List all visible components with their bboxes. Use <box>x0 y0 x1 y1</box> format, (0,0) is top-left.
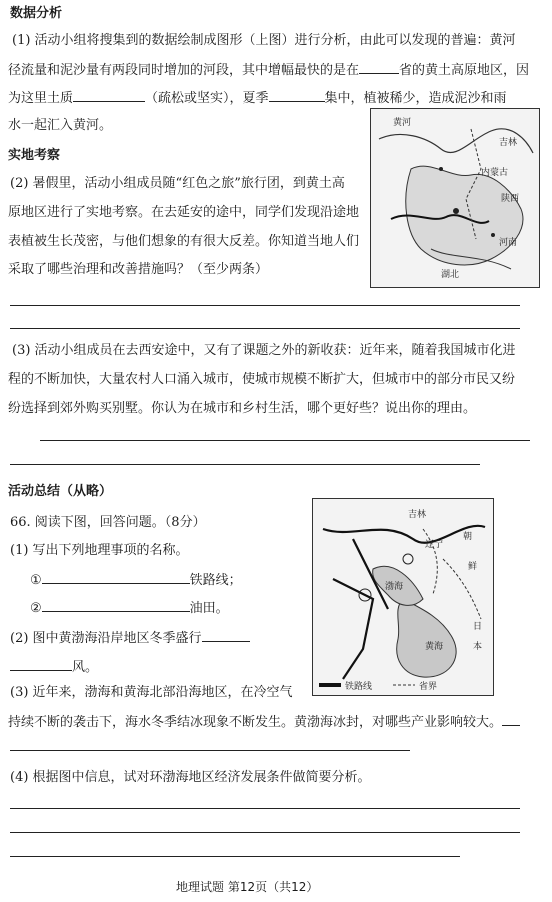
q2-line3: 表植被生长茂密，与他们想象的有很大反差。你知道当地人们 <box>8 234 360 249</box>
blank-oilfield[interactable] <box>42 598 190 612</box>
answer-line-q66-4-b[interactable] <box>10 832 520 833</box>
map2-label-jilin: 吉林 <box>408 510 427 520</box>
map1-label-henan: 河南 <box>499 238 518 248</box>
q66-p2b <box>10 657 98 676</box>
blank-province[interactable] <box>359 60 399 74</box>
q3-line3: 纷选择到郊外购买别墅。你认为在城市和乡村生活，哪个更好些？说出你的理由。 <box>8 401 477 416</box>
q66-p3b-text: 持续不断的袭击下，海水冬季结冰现象不断发生。黄渤海冰封，对哪些产业影响较大。 <box>8 715 503 730</box>
q66-item1-mark: ① <box>30 573 42 588</box>
answer-line-q3-a[interactable] <box>40 440 530 441</box>
q3-line1: (3) 活动小组成员在去西安途中，又有了课题之外的新收获：近年来，随着我国城市化进 <box>12 343 516 358</box>
q1-line3-text-b: （疏松或坚实），夏季 <box>145 91 269 106</box>
section-heading-field: 实地考察 <box>8 148 61 163</box>
q66-p1: (1) 写出下列地理事项的名称。 <box>10 543 189 558</box>
map1-label-inner-mongolia: 内蒙古 <box>481 168 509 178</box>
map2-legend-border: 省界 <box>419 682 438 692</box>
q66-p3b <box>8 712 520 731</box>
q1-line3 <box>8 88 507 107</box>
q1-line2-text-a: 径流量和泥沙量有两段同时增加的河段，其中增幅最快的是在 <box>8 63 360 78</box>
q66-p3a: (3) 近年来，渤海和黄海北部沿海地区，在冷空气 <box>10 685 293 700</box>
answer-line-q3-b[interactable] <box>10 464 480 465</box>
map1-label-jilin: 吉林 <box>499 138 518 148</box>
map2-label-bohai: 渤海 <box>385 582 404 592</box>
q66-p2a-text: (2) 图中黄渤海沿岸地区冬季盛行 <box>10 631 202 646</box>
blank-industry-a[interactable] <box>502 712 520 726</box>
map2-label-liaoning: 辽宁 <box>425 540 444 550</box>
q66-item2-suffix: 油田。 <box>189 601 229 616</box>
map-bohai-rim <box>312 498 494 696</box>
answer-line-q66-4-a[interactable] <box>10 808 520 809</box>
q66-p2b-text: 风。 <box>72 660 99 675</box>
blank-railway[interactable] <box>42 570 190 584</box>
map2-label-chao: 朝 <box>463 532 473 542</box>
q66-item1 <box>30 570 242 589</box>
q1-line3-text-c: 集中，植被稀少，造成泥沙和雨 <box>324 91 507 106</box>
map-yellow-river <box>370 108 540 288</box>
q1-line2 <box>8 60 529 79</box>
section-heading-data-analysis: 数据分析 <box>10 6 63 21</box>
q66-title: 66. 阅读下图，回答问题。（8分） <box>10 515 206 530</box>
q66-item1-suffix: 铁路线； <box>189 573 242 588</box>
blank-soil[interactable] <box>73 88 145 102</box>
map2-label-ben: 本 <box>473 642 483 652</box>
q66-item2 <box>30 598 229 617</box>
section-heading-summary: 活动总结（从略） <box>8 484 113 499</box>
answer-line-q66-4-c[interactable] <box>10 856 460 857</box>
q2-line2: 原地区进行了实地考察。在去延安的途中，同学们发现沿途地 <box>8 205 360 220</box>
q1-line1: (1) 活动小组将搜集到的数据绘制成图形（上图）进行分析，由此可以发现的普遍：黄河 <box>12 33 516 48</box>
answer-line-q66-3[interactable] <box>10 750 410 751</box>
q1-line2-text-b: 省的黄土高原地区，因 <box>399 63 530 78</box>
map1-label-hubei: 湖北 <box>441 270 460 280</box>
q66-item2-mark: ② <box>30 601 42 616</box>
answer-line-q2-b[interactable] <box>10 328 520 329</box>
q66-p2a <box>10 628 250 647</box>
map2-legend-railway: 铁路线 <box>345 682 373 692</box>
blank-wind-b[interactable] <box>10 657 72 671</box>
q3-line2: 程的不断加快，大量农村人口涌入城市，使城市规模不断扩大，但城市中的部分市民又纷 <box>8 372 516 387</box>
map2-label-yellow-sea: 黄海 <box>425 642 444 652</box>
q2-line1: (2) 暑假里，活动小组成员随“红色之旅”旅行团，到黄土高 <box>10 176 345 191</box>
q1-line4: 水一起汇入黄河。 <box>8 118 113 133</box>
answer-line-q2[interactable] <box>10 305 520 306</box>
blank-wind-a[interactable] <box>202 628 250 642</box>
map2-label-xian: 鲜 <box>468 562 478 572</box>
blank-season[interactable] <box>269 88 325 102</box>
map1-label-yellow-river: 黄河 <box>393 118 412 128</box>
map1-label-shaanxi: 陕西 <box>501 194 520 204</box>
page-footer: 地理试题 第12页（共12） <box>176 880 319 894</box>
q66-p4: (4) 根据图中信息，试对环渤海地区经济发展条件做简要分析。 <box>10 770 371 785</box>
q1-line3-text-a: 为这里土质 <box>8 91 74 106</box>
q2-line4: 采取了哪些治理和改善措施吗？（至少两条） <box>8 262 269 277</box>
map2-label-ri: 日 <box>473 622 483 632</box>
